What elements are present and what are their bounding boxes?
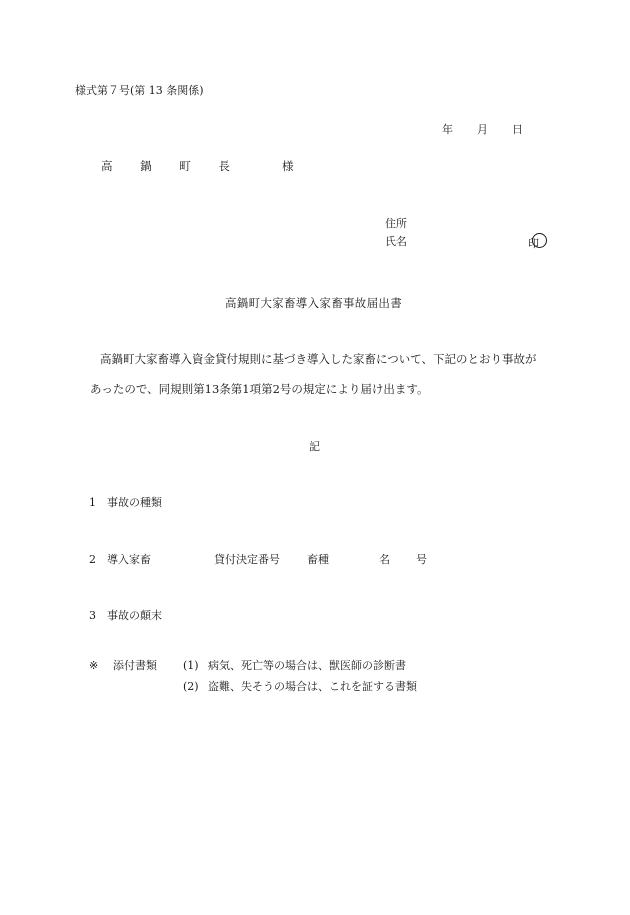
body-text-line-1: 高鍋町大家畜導入資金貸付規則に基づき導入した家畜について、下記のとおり事故が [100,352,537,366]
document-title: 高鍋町大家畜導入家畜事故届出書 [225,296,402,310]
address-label: 住所 [385,217,407,230]
seal-mark [528,233,546,249]
name-field-label: 名 [379,553,390,566]
note-mark: ※ [89,659,99,672]
species-label: 畜種 [307,553,329,566]
name-label: 氏名 [385,235,407,248]
item-number-2: 2 [89,553,96,566]
item-number-3: 3 [89,609,96,622]
date-row [442,124,523,135]
attachments-label: 添付書類 [113,659,157,672]
item-number-1: 1 [89,496,96,509]
attachment-text-1: 病気、死亡等の場合は、獣医師の診断書 [208,659,406,672]
form-number: 様式第７号(第 13 条関係) [75,84,204,97]
loan-decision-number-label: 貸付決定番号 [214,553,280,566]
attachment-number-1: (1) [183,659,199,672]
date-month-label: 月 [477,123,488,136]
number-field-label: 号 [416,553,427,566]
date-year-label: 年 [442,123,453,136]
item-label-accident-details: 事故の顛末 [107,609,162,622]
ki-heading: 記 [309,440,320,453]
attachment-number-2: (2) [183,680,199,693]
seal-text: 印 [528,237,539,250]
item-label-livestock: 導入家畜 [107,553,151,566]
body-text-line-2: あったので、同規則第13条第1項第2号の規定により届け出ます。 [90,382,429,396]
addressee [101,161,293,173]
seal-circle-icon [532,233,547,248]
addressee-mayor: 高 鍋 町 長 [101,159,242,173]
item-label-accident-type: 事故の種類 [107,496,162,509]
date-day-label: 日 [512,123,523,136]
attachment-text-2: 盗難、失そうの場合は、これを証する書類 [208,680,417,693]
addressee-honorific: 様 [281,159,294,173]
